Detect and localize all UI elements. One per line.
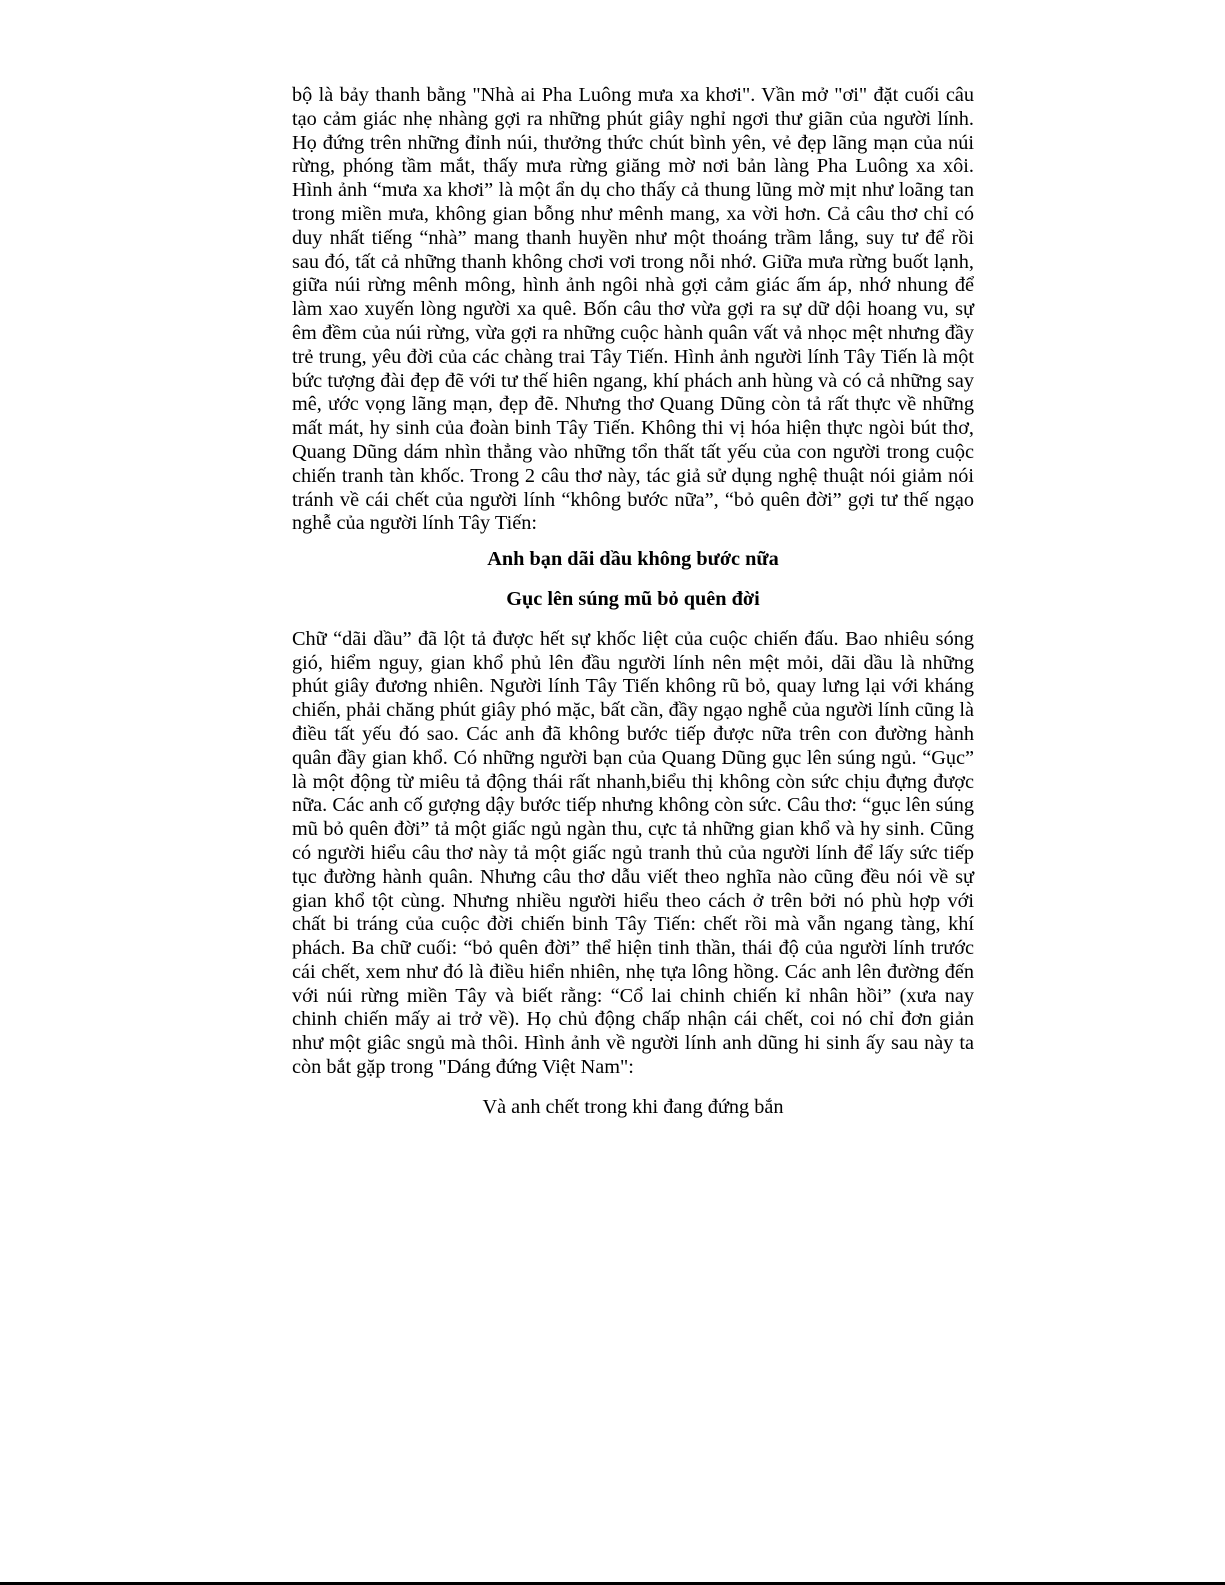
body-paragraph: Chữ “dãi dầu” đã lột tả được hết sự khốc liệt của cuộc chiến đấu. Bao nhiêu sóng gió, hiểm nguy, gian khổ phủ lên đầu người lính nên mệt mỏi, dãi dầu là những phút giây đương nhiên. Người lính Tây Tiến không rũ bỏ, quay lưng lại với kháng chiến, phải chăng phút giây phó mặc, bất cần, đầy ngạo nghễ của người lính cũng là điều tất yếu đó sao. Các anh đã không bước tiếp được nữa trên con đường hành quân đầy gian khổ. Có những người bạn của Quang Dũng gục lên súng ngủ. “Gục” là một động từ miêu tả động thái rất nhanh,biểu thị không còn sức chịu đựng được nữa. Các anh cố gượng dậy bước tiếp nhưng không còn sức. Câu thơ: “gục lên súng mũ bỏ quên đời” tả một giấc ngủ ngàn thu, cực tả những gian khổ và hy sinh. Cũng có người hiểu câu thơ này tả một giấc ngủ tranh thủ của người lính để lấy sức tiếp tục đường hành quân. Nhưng câu thơ dẫu viết theo nghĩa nào cũng đều nói về sự gian khổ tột cùng. Nhưng nhiều người hiểu theo cách ở trên bởi nó phù hợp với chất bi tráng của cuộc đời chiến binh Tây Tiến: chết rồi mà vẫn ngang tàng, khí phách. Ba chữ cuối: “bỏ quên đời” thể hiện tinh thần, thái độ của người lính trước cái chết, xem như đó là điều hiển nhiên, nhẹ tựa lông hồng. Các anh lên đường đến với núi rừng miền Tây và biết rằng: “Cổ lai chinh chiến kỉ nhân hồi” (xưa nay chinh chiến mấy ai trở về). Họ chủ động chấp nhận cái chết, coi nó chỉ đơn giản như một giâc sngủ mà thôi. Hình ảnh về người lính anh dũng hi sinh ấy sau này ta còn bắt gặp trong "Dáng đứng Việt Nam": xyxy=(292,627,974,1079)
poem-line: Gục lên súng mũ bỏ quên đời xyxy=(506,587,760,610)
document-page xyxy=(292,84,974,1120)
poem-line: Và anh chết trong khi đang đứng bắn xyxy=(482,1095,784,1118)
poem-line: Anh bạn dãi dầu không bước nữa xyxy=(487,548,779,571)
body-paragraph: bộ là bảy thanh bằng "Nhà ai Pha Luông mưa xa khơi". Vần mở "ơi" đặt cuối câu tạo cảm giác nhẹ nhàng gợi ra những phút giây nghỉ ngơi thư giãn của người lính. Họ đứng trên những đỉnh núi, thưởng thức chút bình yên, vẻ đẹp lãng mạn của núi rừng, phóng tầm mắt, thấy mưa rừng giăng mờ nơi bản làng Pha Luông xa xôi. Hình ảnh “mưa xa khơi” là một ẩn dụ cho thấy cả thung lũng mờ mịt như loãng tan trong miền mưa, không gian bỗng như mênh mang, xa vời hơn. Cả câu thơ chỉ có duy nhất tiếng “nhà” mang thanh huyền như một thoáng trầm lắng, suy tư để rồi sau đó, tất cả những thanh không chơi vơi trong nỗi nhớ. Giữa mưa rừng buốt lạnh, giữa núi rừng mênh mông, hình ảnh ngôi nhà gợi cảm giác ấm áp, nhớ nhung để làm xao xuyến lòng người xa quê. Bốn câu thơ vừa gợi ra sự dữ dội hoang vu, sự êm đềm của núi rừng, vừa gợi ra những cuộc hành quân vất vả nhọc mệt nhưng đầy trẻ trung, yêu đời của các chàng trai Tây Tiến. Hình ảnh người lính Tây Tiến là một bức tượng đài đẹp đẽ với tư thế hiên ngang, khí phách anh hùng và có cả những say mê, ước vọng lãng mạn, đẹp đẽ. Nhưng thơ Quang Dũng còn tả rất thực về những mất mát, hy sinh của đoàn binh Tây Tiến. Không thi vị hóa hiện thực ngòi bút thơ, Quang Dũng dám nhìn thẳng vào những tổn thất tất yếu của con người trong cuộc chiến tranh tàn khốc. Trong 2 câu thơ này, tác giả sử dụng nghệ thuật nói giảm nói tránh về cái chết của người lính “không bước nữa”, “bỏ quên đời” gợi tư thế ngạo nghễ của người lính Tây Tiến: xyxy=(292,84,974,535)
